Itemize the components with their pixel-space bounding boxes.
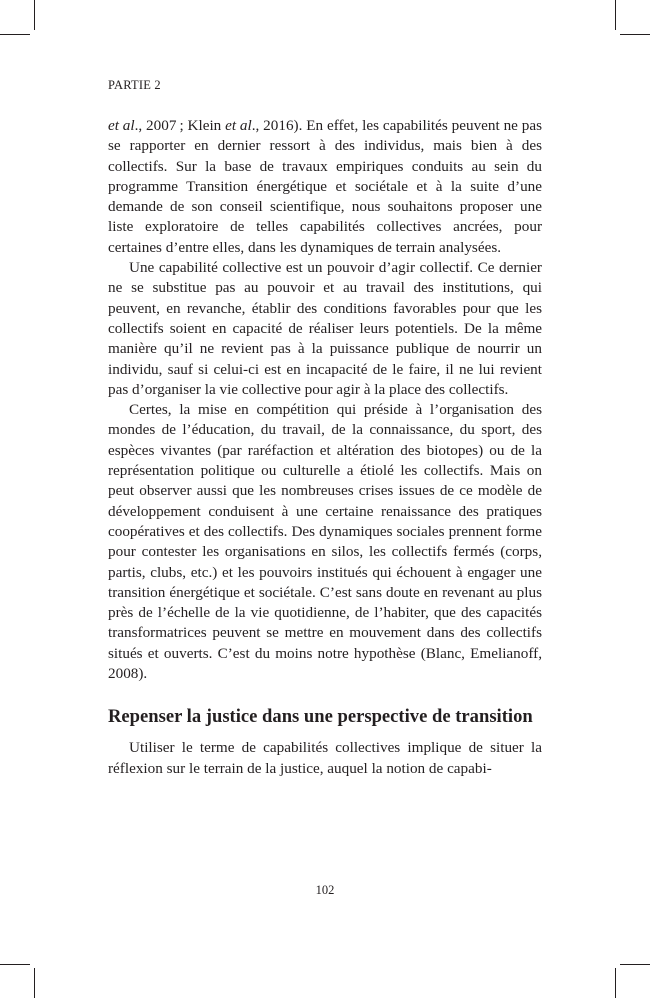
crop-mark-top-right-vertical <box>615 0 616 30</box>
paragraph-1-text-b: ., 2016). En effet, les capabilités peuvent ne pas se rapporter en dernier ressort à des individus, mais bien à des collectifs. Sur la base de travaux empiriques conduits au sein du programme Transition énergétique et sociétale et à la suite d’une demande de son conseil scientifique, nous souhaitons proposer une liste exploratoire de telles capabilités collectives ancrées, pour certaines d’entre elles, dans les dynamiques de terrain analysées. <box>108 117 542 256</box>
crop-mark-top-right-horizontal <box>620 34 650 35</box>
crop-mark-bottom-right-vertical <box>615 968 616 998</box>
paragraph-4: Utiliser le terme de capabilités collectives implique de situer la réflexion sur le terrain de la justice, auquel la notion de capabi- <box>108 739 542 777</box>
crop-mark-bottom-left-vertical <box>34 968 35 998</box>
citation-et-al: et al <box>108 117 135 134</box>
paragraph-1 <box>108 116 542 258</box>
page-number: 102 <box>315 883 335 897</box>
crop-mark-bottom-right-horizontal <box>620 964 650 965</box>
running-head: PARTIE 2 <box>108 78 161 92</box>
crop-mark-top-left-vertical <box>34 0 35 30</box>
body-text <box>108 116 542 779</box>
paragraph-3: Certes, la mise en compétition qui préside à l’organisation des mondes de l’éducation, du travail, de la connaissance, du sport, des espèces vivantes (par raréfaction et altération des biotopes) ou de la représentation politique ou culturelle a étiolé les collectifs. Mais on peut observer aussi que les nombreuses crises issues de ce modèle de développement conduisent à une certaine renaissance des pratiques coopératives et des collectifs. Des dynamiques sociales prennent forme pour contester les organisations en silos, les collectifs fermés (corps, partis, clubs, etc.) et les pouvoirs institués qui échouent à engager une transition énergétique et sociétale. C’est sans doute en revenant au plus près de l’échelle de la vie quotidienne, de l’habiter, que des capacités transformatrices peuvent se mettre en mouvement dans des collectifs situés et ouverts. C’est du moins notre hypothèse (Blanc, Emelianoff, 2008). <box>108 401 542 683</box>
section-heading: Repenser la justice dans une perspective de transition <box>108 706 533 728</box>
crop-mark-bottom-left-horizontal <box>0 964 30 965</box>
citation-et-al-2: et al <box>225 117 252 134</box>
paragraph-1-text-a: ., 2007 ; Klein <box>134 117 226 134</box>
paragraph-2: Une capabilité collective est un pouvoir d’agir collectif. Ce dernier ne se substitue pas au pouvoir et au travail des institutions, qui peuvent, en revanche, établir des conditions favorables pour que les collectifs soient en capacité de réaliser leurs potentiels. De la même manière qu’il ne revient pas à la puissance publique de nourrir un individu, sauf si celui-ci est en incapacité de le faire, il ne lui revient pas d’organiser la vie collective pour agir à la place des collectifs. <box>108 259 542 398</box>
crop-mark-top-left-horizontal <box>0 34 30 35</box>
